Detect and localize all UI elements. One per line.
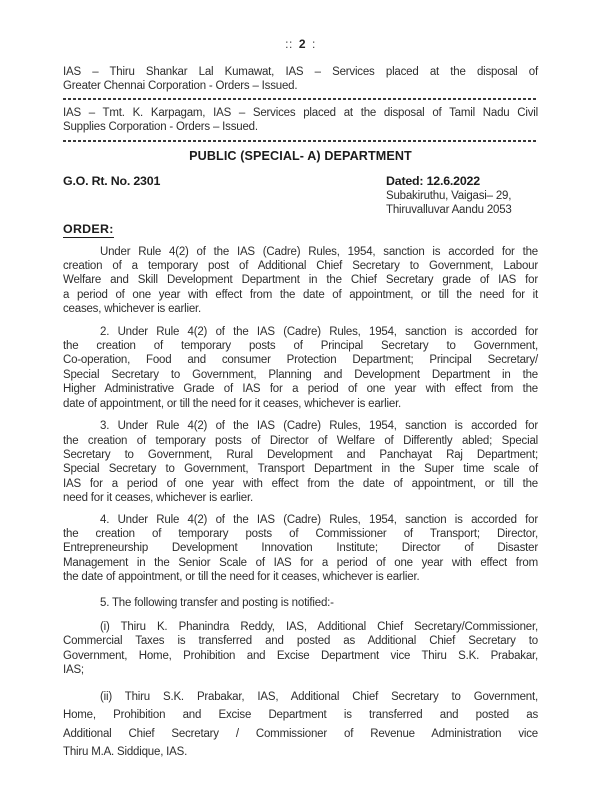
text-line: the date of appointment, or till the need for it ceases, whichever is earlier. xyxy=(63,571,420,584)
dated-line: Dated: 12.6.2022 xyxy=(386,173,480,188)
text-line: (i) Thiru K. Phanindra Reddy, IAS, Additional Chief Secretary/Commissioner, xyxy=(100,620,538,633)
date-block xyxy=(386,174,538,218)
text-line: Welfare and Skill Development Department in the Chief Secretary grade of IAS for xyxy=(63,274,538,287)
page-number-prefix: :: xyxy=(285,37,293,51)
text-line: need for it ceases, whichever is earlier. xyxy=(63,492,253,505)
text-line: 4. Under Rule 4(2) of the IAS (Cadre) Rules, 1954, sanction is accorded for xyxy=(100,513,538,526)
order-heading-wrap xyxy=(63,222,538,238)
order-reference-row xyxy=(63,174,538,218)
transfer-item-i xyxy=(63,620,538,678)
text-line: Co-operation, Food and consumer Protection Department; Principal Secretary/ xyxy=(63,354,538,367)
page-number xyxy=(63,37,538,51)
text-line: the creation of temporary posts of Director of Welfare of Differently abled; Special xyxy=(63,434,538,447)
text-line: IAS for a period of one year with effect from the date of appointment, or till the xyxy=(63,477,538,490)
text-line: Thiru M.A. Siddique, IAS. xyxy=(63,746,188,759)
text-line: IAS – Tmt. K. Karpagam, IAS – Services placed at the disposal of Tamil Nadu Civil xyxy=(63,106,538,119)
text-line: ceases, whichever is earlier. xyxy=(63,303,202,316)
text-line: Government, Home, Prohibition and Excise Department vice Thiru S.K. Prabakar, xyxy=(63,649,538,662)
text-line: Commercial Taxes is transferred and posted as Additional Chief Secretary to xyxy=(63,635,538,648)
text-line: IAS; xyxy=(63,664,84,677)
page-number-value: 2 xyxy=(298,37,306,51)
text-line: Additional Chief Secretary / Commissioner of Revenue Administration vice xyxy=(63,727,538,740)
paragraph-3 xyxy=(63,419,538,505)
department-heading: PUBLIC (SPECIAL- A) DEPARTMENT xyxy=(189,148,412,163)
text-line: Secretary to Government, Rural Development and Panchayat Raj Department; xyxy=(63,448,538,461)
text-line: Greater Chennai Corporation - Orders – Issued. xyxy=(63,80,298,93)
text-line: (ii) Thiru S.K. Prabakar, IAS, Additional Chief Secretary to Government, xyxy=(100,690,538,703)
document-content xyxy=(63,0,538,762)
text-line: Special Secretary to Government, Planning and Development Department in the xyxy=(63,368,538,381)
text-line: IAS – Thiru Shankar Lal Kumawat, IAS – Services placed at the disposal of xyxy=(63,66,538,78)
dashed-separator xyxy=(63,140,538,142)
text-line: the creation of temporary posts of Principal Secretary to Government, xyxy=(63,340,538,353)
text-line: Special Secretary to Government, Transport Department in the Super time scale of xyxy=(63,463,538,476)
text-line: Entrepreneurship Development Innovation Institute; Director of Disaster xyxy=(63,542,538,555)
text-line: 3. Under Rule 4(2) of the IAS (Cadre) Rules, 1954, sanction is accorded for xyxy=(100,420,538,433)
text-line: the creation of temporary posts of Commissioner of Transport; Director, xyxy=(63,527,538,540)
dashed-separator xyxy=(63,98,538,100)
text-line: date of appointment, or till the need for it ceases, whichever is earlier. xyxy=(63,397,402,410)
text-line: Higher Administrative Grade of IAS for a period of one year with effect from the xyxy=(63,383,538,396)
order-heading: ORDER: xyxy=(63,221,114,236)
transfer-item-ii xyxy=(63,688,538,762)
text-line: a period of one year with effect from the date of appointment, or till the need for it xyxy=(63,288,538,301)
tamil-date-line-2: Thiruvalluvar Aandu 2053 xyxy=(386,204,512,217)
text-line: Management in the Senior Scale of IAS for a period of one year with effect from xyxy=(63,556,538,569)
subject-block-1 xyxy=(63,65,538,94)
text-line: Supplies Corporation - Orders – Issued. xyxy=(63,121,258,134)
page-number-suffix: : xyxy=(312,37,316,51)
paragraph-1 xyxy=(63,245,538,317)
tamil-date-line-1: Subakiruthu, Vaigasi– 29, xyxy=(386,189,512,202)
go-number: G.O. Rt. No. 2301 xyxy=(63,173,161,188)
text-line: Home, Prohibition and Excise Department is transferred and posted as xyxy=(63,709,538,722)
subject-block-2 xyxy=(63,106,538,135)
text-line: creation of a temporary post of Additional Chief Secretary to Government, Labour xyxy=(63,260,538,273)
text-line: 2. Under Rule 4(2) of the IAS (Cadre) Rules, 1954, sanction is accorded for xyxy=(100,325,538,338)
paragraph-2 xyxy=(63,325,538,411)
text-line: 5. The following transfer and posting is notified:- xyxy=(100,596,334,609)
text-line: Under Rule 4(2) of the IAS (Cadre) Rules, 1954, sanction is accorded for the xyxy=(100,245,538,258)
transfer-notice-line xyxy=(63,596,538,610)
paragraph-4 xyxy=(63,513,538,585)
